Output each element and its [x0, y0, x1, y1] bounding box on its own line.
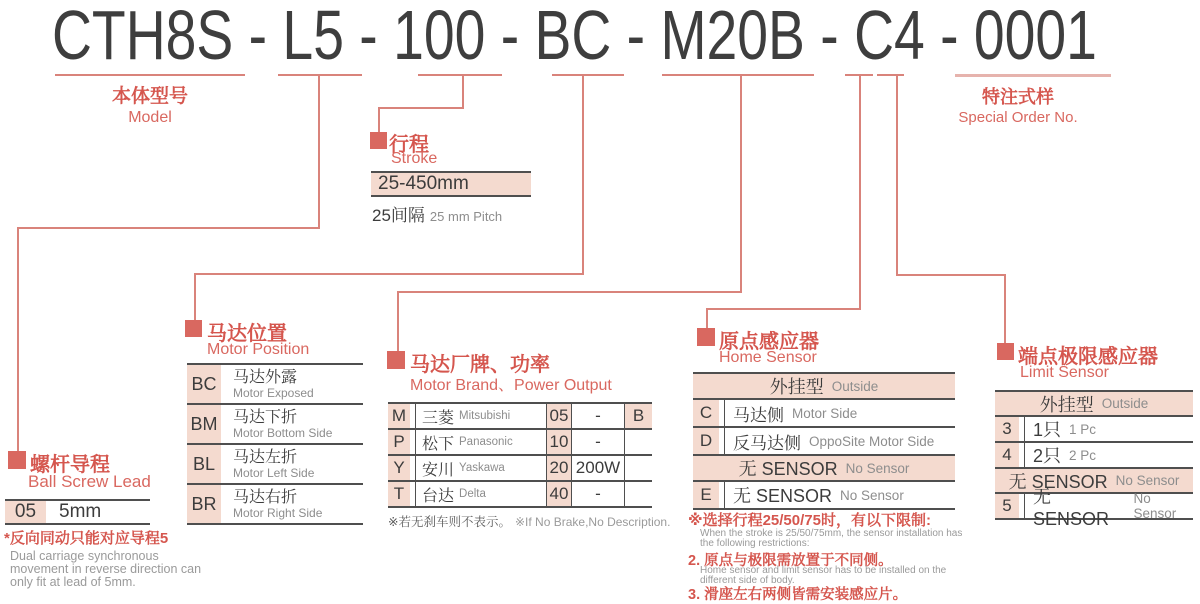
motor-brand-name [415, 430, 546, 454]
connector-line [397, 291, 399, 353]
table-row [693, 400, 955, 428]
connector-line [194, 273, 196, 322]
ball-screw-section-marker [8, 451, 26, 469]
table-row [693, 482, 955, 510]
home-sensor-note-item2-zh: 2. 原点与极限需放置于不同侧。 [688, 553, 893, 569]
motor-position-desc [226, 405, 332, 443]
power-value: 200W [571, 456, 624, 480]
limit-sensor-code: 5 [995, 494, 1019, 518]
motor-position-desc [226, 445, 314, 483]
motor-position-title-en: Motor Position [207, 341, 310, 358]
stroke-pitch-en: 25 mm Pitch [429, 209, 503, 224]
motor-brand-code: T [388, 482, 410, 506]
connector-line [17, 227, 320, 229]
group-en: Outside [831, 378, 879, 394]
brand-en: Mitsubishi [459, 410, 511, 422]
table-row [995, 443, 1193, 469]
motor-position-desc [226, 485, 322, 523]
table-row [187, 445, 363, 485]
power-code: 10 [546, 430, 571, 454]
desc-en: Motor Left Side [233, 465, 315, 480]
home-sensor-title-en: Home Sensor [719, 349, 817, 366]
brand-en: Delta [459, 488, 486, 500]
motor-brand-table [388, 402, 652, 508]
special-order-zh: 特注式样 [982, 87, 1054, 107]
table-row [5, 501, 150, 523]
limit-sensor-desc [1024, 417, 1193, 441]
desc-zh: 无 SENSOR [1033, 486, 1110, 529]
group-zh: 无 SENSOR [738, 459, 838, 479]
stroke-pitch [372, 201, 502, 226]
brand-zh: 安川 [422, 461, 455, 479]
desc-en: No Sensor [1133, 491, 1177, 521]
desc-zh: 马达外露 [233, 368, 298, 386]
group-header-no-sensor [693, 456, 955, 482]
home-sensor-table [693, 372, 955, 510]
power-value: - [571, 404, 624, 428]
special-order-en: Special Order No. [958, 109, 1078, 126]
underline-lead [278, 74, 362, 76]
special-order-label [928, 86, 1108, 127]
brand-zh: 台达 [422, 487, 455, 505]
desc-en: Motor Right Side [233, 505, 323, 520]
ball-screw-title-zh: 螺杆导程 [30, 454, 110, 476]
group-zh: 外挂型 [1039, 394, 1094, 415]
model-label-zh: 本体型号 [111, 86, 188, 107]
connector-line [318, 76, 320, 227]
ball-screw-title-en: Ball Screw Lead [28, 472, 151, 491]
brand-zh: 松下 [422, 435, 455, 453]
connector-line [896, 76, 898, 274]
ball-screw-note-en1: Dual carriage synchronous [10, 549, 159, 563]
home-sensor-note-title-en2: the following restrictions: [700, 538, 810, 549]
desc-zh: 马达下折 [233, 408, 298, 426]
connector-line [740, 76, 742, 291]
desc-zh: 2只 [1033, 446, 1062, 466]
underline-motor-brand [662, 74, 814, 76]
limit-sensor-desc [1024, 443, 1193, 467]
table-row [693, 428, 955, 456]
desc-zh: 马达侧 [733, 405, 784, 425]
desc-en: 1 Pc [1069, 421, 1097, 437]
connector-line [1004, 274, 1006, 344]
stroke-title-zh: 行程 [389, 134, 429, 156]
connector-line [462, 76, 464, 109]
group-en: Outside [1101, 396, 1149, 411]
connector-line [378, 107, 380, 134]
motor-position-code: BL [187, 445, 221, 483]
motor-brand-note-zh: ※若无刹车则不表示。 [388, 515, 511, 529]
home-sensor-desc [724, 428, 955, 454]
home-sensor-note-item2-en1: Home sensor and limit sensor has to be installed on the [700, 565, 947, 576]
brand-zh: 三菱 [422, 409, 455, 427]
group-en: No Sensor [845, 460, 910, 476]
home-sensor-note-item2-en2: different side of body. [700, 575, 795, 586]
power-code: 05 [546, 404, 571, 428]
ball-screw-table [5, 499, 150, 525]
motor-brand-name [415, 482, 546, 506]
home-sensor-note-title-en1: When the stroke is 25/50/75mm, the sensor installation has [700, 528, 963, 539]
group-header-outside [995, 392, 1193, 417]
table-row [187, 485, 363, 525]
brake-code: B [624, 404, 652, 428]
connector-line [397, 291, 742, 293]
group-header-outside [693, 374, 955, 400]
home-sensor-desc [724, 400, 955, 426]
connector-line [896, 274, 1006, 276]
motor-brand-name [415, 456, 546, 480]
desc-en: 2 Pc [1069, 447, 1097, 463]
ball-screw-value: 5mm [59, 501, 102, 522]
power-code: 40 [546, 482, 571, 506]
desc-en: No Sensor [840, 487, 904, 503]
brand-en: Panasonic [459, 436, 513, 448]
power-value: - [571, 482, 624, 506]
home-sensor-code: C [693, 400, 719, 426]
limit-sensor-title-en: Limit Sensor [1020, 364, 1109, 381]
power-value: - [571, 430, 624, 454]
limit-sensor-desc [1024, 486, 1193, 529]
underline-model [55, 74, 245, 76]
motor-brand-note-en: ※If No Brake,No Description. [514, 515, 671, 529]
brand-en: Yaskawa [459, 462, 505, 474]
desc-zh: 反马达侧 [733, 433, 801, 453]
ball-screw-code: 05 [5, 501, 46, 523]
stroke-range-box: 25-450mm [371, 171, 531, 197]
underline-special-order [955, 74, 1111, 77]
underline-stroke [418, 74, 502, 76]
table-row [388, 404, 652, 430]
home-sensor-section-marker [697, 328, 715, 346]
connector-line [17, 227, 19, 452]
table-row [388, 482, 652, 508]
desc-en: OppoSite Motor Side [809, 433, 935, 449]
motor-position-code: BC [187, 365, 221, 403]
desc-en: Motor Bottom Side [233, 425, 333, 440]
home-sensor-note-item3-zh: 3. 滑座左右两侧皆需安装感应片。 [688, 587, 908, 603]
ball-screw-note-zh: *反向同动只能对应导程5 [4, 530, 169, 547]
motor-brand-note [388, 512, 670, 530]
underline-limit-sensor [877, 74, 904, 76]
motor-position-code: BM [187, 405, 221, 443]
motor-brand-title-en: Motor Brand、Power Output [410, 377, 612, 394]
power-code: 20 [546, 456, 571, 480]
brake-code [624, 430, 652, 454]
table-row [187, 405, 363, 445]
home-sensor-code: E [693, 482, 719, 508]
ball-screw-note-en2: movement in reverse direction can [10, 562, 202, 576]
group-zh: 外挂型 [769, 377, 824, 397]
motor-brand-code: M [388, 404, 410, 428]
desc-zh: 马达左折 [233, 448, 298, 466]
group-zh: 无 SENSOR [1008, 471, 1108, 492]
brake-code [624, 456, 652, 480]
limit-sensor-table [995, 390, 1193, 529]
table-row [187, 365, 363, 405]
desc-zh: 马达右折 [233, 488, 298, 506]
connector-line [706, 308, 708, 330]
limit-sensor-section-marker [997, 343, 1014, 360]
model-label-en: Model [128, 109, 172, 126]
table-row [995, 417, 1193, 443]
desc-zh: 1只 [1033, 420, 1062, 440]
motor-position-section-marker [185, 320, 202, 337]
motor-brand-code: Y [388, 456, 410, 480]
motor-brand-code: P [388, 430, 410, 454]
stroke-title-en: Stroke [391, 150, 438, 167]
home-sensor-desc [724, 482, 955, 508]
motor-brand-section-marker [387, 351, 405, 369]
group-en: No Sensor [1115, 473, 1180, 488]
home-sensor-note-title-zh: ※选择行程25/50/75时，有以下限制: [688, 512, 931, 529]
table-row [388, 456, 652, 482]
stroke-pitch-zh: 25间隔 [372, 206, 425, 225]
table-row [388, 430, 652, 456]
connector-line [706, 308, 861, 310]
limit-sensor-code: 3 [995, 417, 1019, 441]
desc-en: Motor Side [792, 405, 858, 421]
ball-screw-note-en3: only fit at lead of 5mm. [10, 575, 136, 589]
model-number-title: CTH8S - L5 - 100 - BC - M20B - C4 - 0001 [52, 0, 1097, 74]
connector-line [859, 76, 861, 308]
motor-position-desc [226, 365, 314, 403]
limit-sensor-code: 4 [995, 443, 1019, 467]
connector-line [194, 273, 584, 275]
brake-code [624, 482, 652, 506]
desc-en: Motor Exposed [233, 385, 314, 400]
connector-line [582, 76, 584, 273]
motor-position-table [187, 363, 363, 525]
motor-brand-title-zh: 马达厂牌、功率 [410, 354, 550, 376]
stroke-section-marker [370, 132, 387, 149]
model-label [60, 86, 240, 127]
motor-position-title-zh: 马达位置 [207, 323, 287, 345]
motor-brand-name [415, 404, 546, 428]
motor-position-code: BR [187, 485, 221, 523]
table-row [995, 486, 1193, 529]
desc-zh: 无 SENSOR [733, 486, 833, 506]
home-sensor-title-zh: 原点感应器 [719, 331, 819, 353]
home-sensor-code: D [693, 428, 719, 454]
underline-motor-position [552, 74, 624, 76]
connector-line [378, 107, 464, 109]
limit-sensor-title-zh: 端点极限感应器 [1018, 346, 1158, 368]
